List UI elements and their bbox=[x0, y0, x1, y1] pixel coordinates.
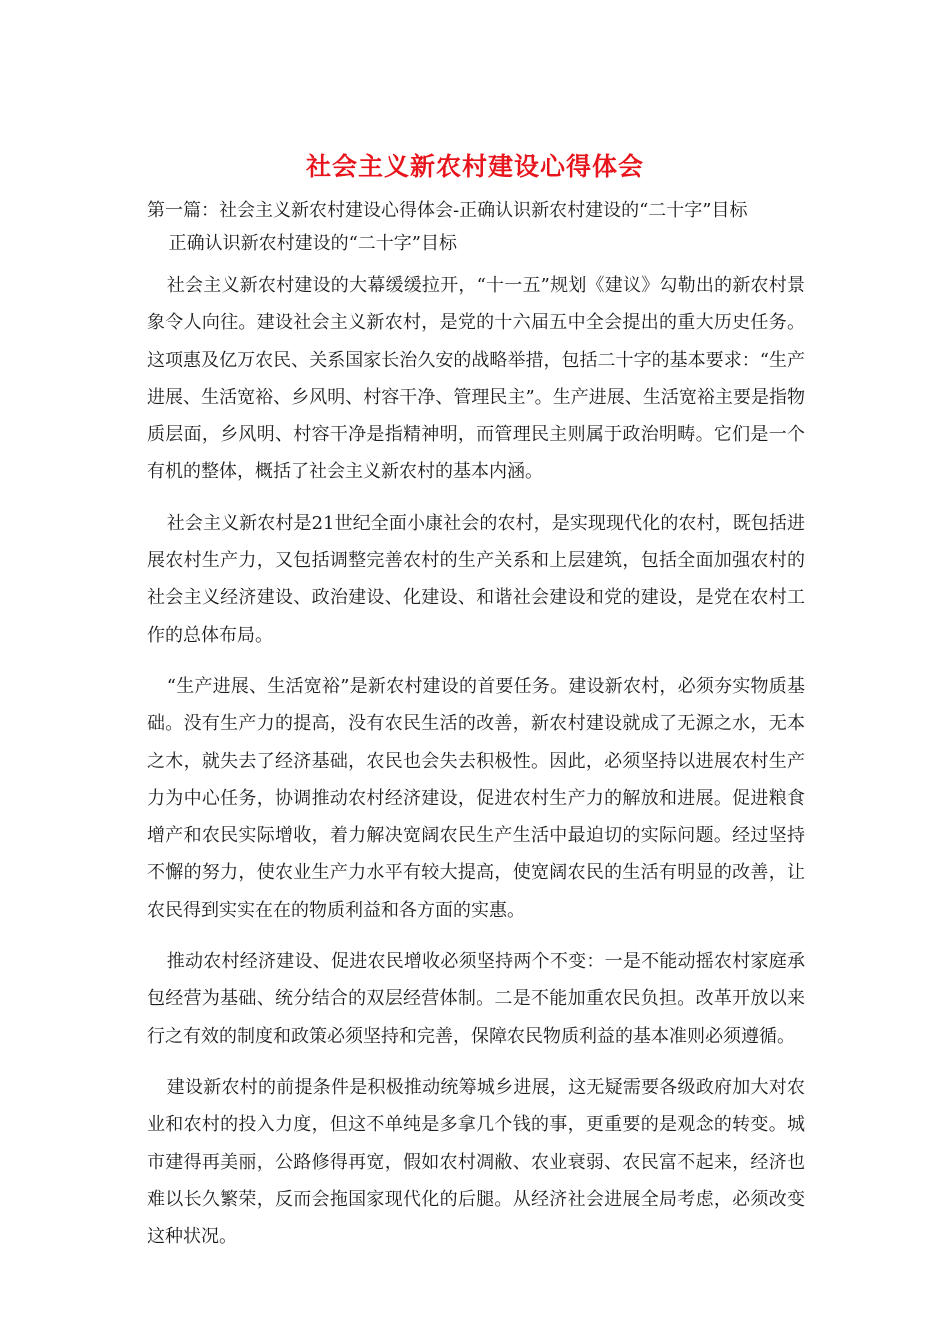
document-title: 社会主义新农村建设心得体会 bbox=[305, 152, 644, 181]
subheading: 正确认识新农村建设的“二十字”目标 bbox=[168, 233, 457, 254]
paragraph-5: 建设新农村的前提条件是积极推动统筹城乡进展，这无疑需要各级政府加大对农业和农村的投入力度，但这不单纯是多拿几个钱的事，更重要的是观念的转变。城市建得再美丽，公路修得再宽，假如农村凋敝、农业衰弱、农民富不起来，经济也难以长久繁荣，反而会拖国家现代化的后腿。从经济社会进展全局考虑，必须改变这种状况。 bbox=[147, 1076, 805, 1248]
document-body bbox=[147, 196, 805, 1269]
paragraph-3: “生产进展、生活宽裕”是新农村建设的首要任务。建设新农村，必须夯实物质基础。没有生产力的提高，没有农民生活的改善，新农村建设就成了无源之水，无本之木，就失去了经济基础，农民也会失去积极性。因此，必须坚持以进展农村生产力为中心任务，协调推动农村经济建设，促进农村生产力的解放和进展。促进粮食增产和农民实际增收，着力解决宽阔农民生产生活中最迫切的实际问题。经过坚持不懈的努力，使农业生产力水平有较大提高，使宽阔农民的生活有明显的改善，让农民得到实实在在的物质利益和各方面的实惠。 bbox=[147, 675, 805, 921]
paragraph-2: 社会主义新农村是21世纪全面小康社会的农村，是实现现代化的农村，既包括进展农村生产力，又包括调整完善农村的生产关系和上层建筑，包括全面加强农村的社会主义经济建设、政治建设、化建设、和谐社会建设和党的建设，是党在农村工作的总体布局。 bbox=[147, 512, 805, 646]
paragraph-4: 推动农村经济建设、促进农民增收必须坚持两个不变：一是不能动摇农村家庭承包经营为基础、统分结合的双层经营体制。二是不能加重农民负担。改革开放以来行之有效的制度和政策必须坚持和完善，保障农民物质利益的基本准则必须遵循。 bbox=[147, 951, 805, 1047]
paragraph-1: 社会主义新农村建设的大幕缓缓拉开，“十一五”规划《建议》勾勒出的新农村景象令人向往。建设社会主义新农村，是党的十六届五中全会提出的重大历史任务。这项惠及亿万农民、关系国家长治久安的战略举措，包括二十字的基本要求：“生产进展、生活宽裕、乡风明、村容干净、管理民主”。生产进展、生活宽裕主要是指物质层面，乡风明、村容干净是指精神明，而管理民主则属于政治明畴。它们是一个有机的整体，概括了社会主义新农村的基本内涵。 bbox=[147, 275, 805, 483]
section-heading: 第一篇：社会主义新农村建设心得体会-正确认识新农村建设的“二十字”目标 bbox=[147, 200, 748, 221]
